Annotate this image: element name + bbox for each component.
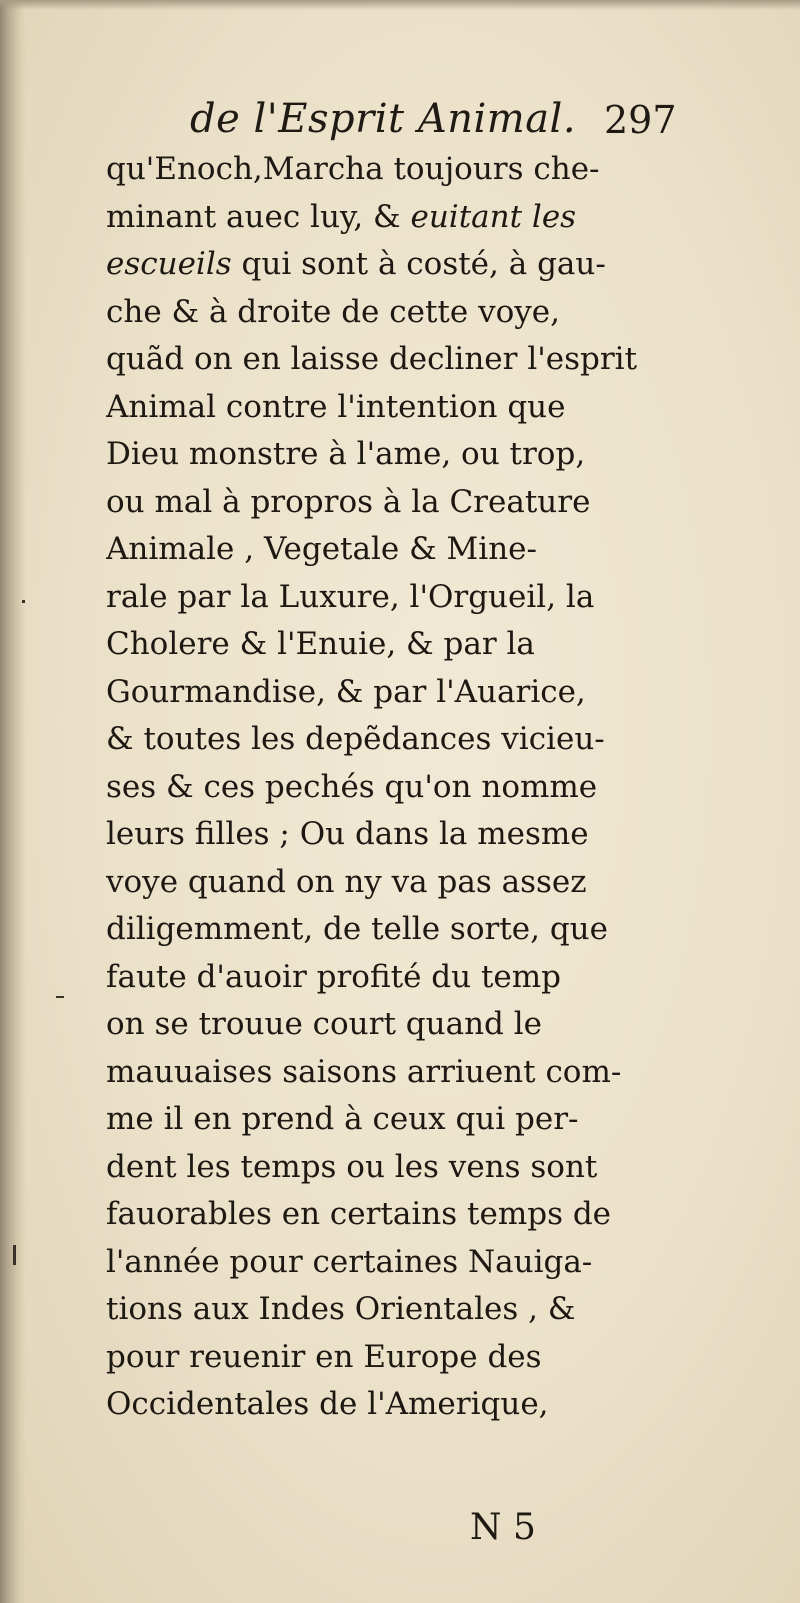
text-line (106, 241, 696, 289)
margin-mark (56, 996, 64, 998)
text-line (106, 431, 696, 479)
text-line (106, 1286, 696, 1334)
text-segment: pour reuenir en Europe des (106, 1338, 542, 1375)
italic-segment: escueils (106, 246, 232, 282)
text-segment: & toutes les depẽdances vicieu- (106, 721, 605, 757)
text-line (106, 1049, 696, 1097)
text-segment: qui sont à costé, à gau- (231, 246, 606, 282)
text-segment: ses & ces pechés qu'on nomme (106, 768, 598, 805)
text-line (106, 336, 696, 384)
text-line (106, 146, 696, 194)
text-segment: Animal contre l'intention que (106, 388, 566, 425)
text-segment: voye quand on ny va pas assez (106, 863, 587, 900)
text-line (106, 1191, 696, 1239)
text-line (106, 906, 696, 954)
text-line (106, 811, 696, 859)
text-segment: Animale , Vegetale & Mine- (106, 531, 537, 567)
text-line (106, 384, 696, 432)
text-segment: Cholere & l'Enuie, & par la (106, 626, 535, 662)
text-segment: tions aux Indes Orientales , & (106, 1291, 576, 1327)
signature-mark: N 5 (470, 1507, 536, 1548)
text-segment: che & à droite de cette voye, (106, 293, 560, 330)
text-segment: faute d'auoir profité du temp (106, 958, 562, 995)
text-line (106, 669, 696, 717)
text-segment: ou mal à propros à la Creature (106, 483, 591, 520)
text-line (106, 1381, 696, 1429)
text-segment: quãd on en laisse decliner l'esprit (106, 341, 638, 377)
text-line (106, 1096, 696, 1144)
text-segment: diligemment, de telle sorte, que (106, 911, 608, 947)
text-segment: on se trouue court quand le (106, 1006, 542, 1042)
text-line (106, 1239, 696, 1287)
margin-mark (22, 600, 25, 603)
text-line (106, 289, 696, 337)
text-line (106, 194, 696, 242)
text-line (106, 574, 696, 622)
text-segment: leurs filles ; Ou dans la mesme (106, 816, 589, 852)
running-title: de l'Esprit Animal. (190, 96, 577, 142)
page-header (190, 96, 690, 146)
text-segment: me il en prend à ceux qui per- (106, 1101, 579, 1137)
text-line (106, 764, 696, 812)
text-line (106, 1144, 696, 1192)
text-line (106, 859, 696, 907)
text-segment: mauuaises saisons arriuent com- (106, 1053, 622, 1090)
body-text (106, 146, 696, 1429)
text-line (106, 716, 696, 764)
text-line (106, 1334, 696, 1382)
text-segment: Dieu monstre à l'ame, ou trop, (106, 436, 586, 472)
text-segment: qu'Enoch,Marcha toujours che- (106, 151, 600, 187)
text-segment: minant auec luy, & (106, 198, 411, 235)
text-segment: rale par la Luxure, l'Orgueil, la (106, 578, 595, 615)
italic-segment: euitant les (410, 198, 577, 235)
text-segment: Gourmandise, & par l'Auarice, (106, 673, 586, 710)
text-segment: dent les temps ou les vens sont (106, 1148, 598, 1185)
text-line (106, 621, 696, 669)
text-line (106, 954, 696, 1002)
binding-gutter (0, 0, 26, 1603)
text-line (106, 526, 696, 574)
page-top-edge (0, 0, 800, 10)
page-number: 297 (604, 98, 677, 142)
text-segment: l'année pour certaines Nauiga- (106, 1243, 593, 1280)
text-segment: fauorables en certains temps de (106, 1196, 612, 1232)
margin-mark (13, 1245, 16, 1265)
text-line (106, 1001, 696, 1049)
text-segment: Occidentales de l'Amerique, (106, 1386, 549, 1422)
text-line (106, 479, 696, 527)
